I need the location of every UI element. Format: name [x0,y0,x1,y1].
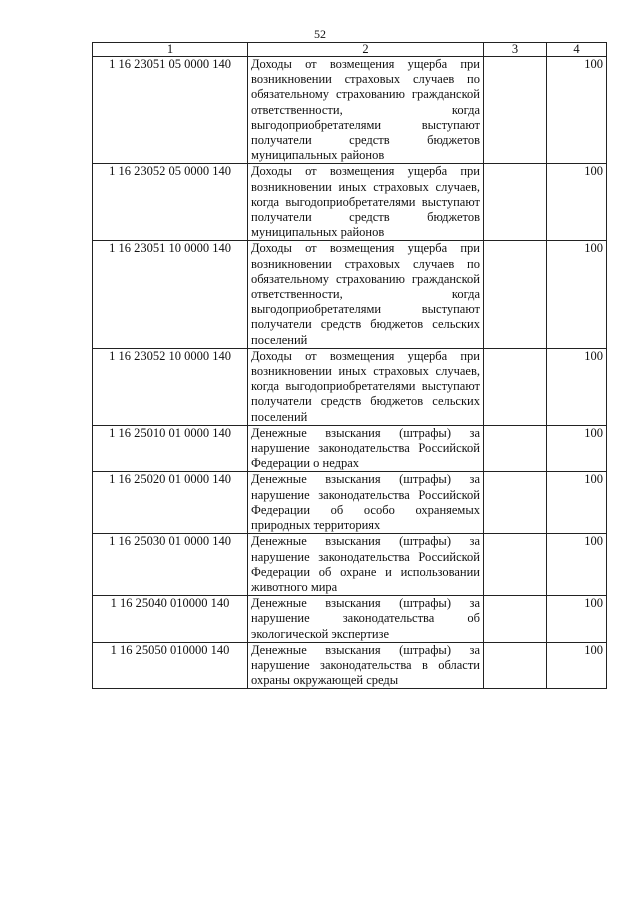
table-body [93,57,607,689]
col3-cell [484,642,547,689]
header-col-2: 2 [248,43,484,57]
page-number: 52 [314,27,326,41]
col3-cell [484,241,547,348]
header-col-4: 4 [547,43,607,57]
revenue-description: Доходы от возмещения ущерба при возникновении страховых случаев по обязательному страхованию гражданской ответственности, когда выгодоприобретателями выступают получатели средств бюджетов муниципальных районов [248,57,484,164]
col3-cell [484,425,547,472]
header-col-3: 3 [484,43,547,57]
table-row [93,164,607,241]
budget-code: 1 16 25030 01 0000 140 [93,534,248,596]
col3-cell [484,348,547,425]
percent-value: 100 [547,348,607,425]
percent-value: 100 [547,241,607,348]
revenue-description: Денежные взыскания (штрафы) за нарушение законодательства об экологической экспертизе [248,596,484,643]
table-header [93,43,607,57]
budget-code: 1 16 25020 01 0000 140 [93,472,248,534]
budget-code: 1 16 23051 05 0000 140 [93,57,248,164]
col3-cell [484,534,547,596]
table-row [93,596,607,643]
table-row [93,642,607,689]
table-row [93,57,607,164]
budget-revenue-table [92,42,607,689]
budget-code: 1 16 25040 010000 140 [93,596,248,643]
col3-cell [484,596,547,643]
budget-code: 1 16 23052 10 0000 140 [93,348,248,425]
revenue-description: Денежные взыскания (штрафы) за нарушение законодательства Российской Федерации об особо охраняемых природных территориях [248,472,484,534]
revenue-description: Доходы от возмещения ущерба при возникновении иных страховых случаев, когда выгодоприобретателями выступают получатели средств бюджетов муниципальных районов [248,164,484,241]
revenue-description: Денежные взыскания (штрафы) за нарушение законодательства Российской Федерации о недрах [248,425,484,472]
revenue-description: Доходы от возмещения ущерба при возникновении страховых случаев по обязательному страхованию гражданской ответственности, когда выгодоприобретателями выступают получатели средств бюджетов сельских поселений [248,241,484,348]
budget-code: 1 16 25010 01 0000 140 [93,425,248,472]
budget-code: 1 16 25050 010000 140 [93,642,248,689]
budget-code: 1 16 23051 10 0000 140 [93,241,248,348]
percent-value: 100 [547,425,607,472]
table-row [93,425,607,472]
table-row [93,348,607,425]
percent-value: 100 [547,472,607,534]
percent-value: 100 [547,57,607,164]
table-row [93,472,607,534]
percent-value: 100 [547,164,607,241]
header-row [93,43,607,57]
percent-value: 100 [547,534,607,596]
col3-cell [484,164,547,241]
table-row [93,534,607,596]
revenue-description: Денежные взыскания (штрафы) за нарушение законодательства Российской Федерации об охране и использовании животного мира [248,534,484,596]
budget-code: 1 16 23052 05 0000 140 [93,164,248,241]
revenue-description: Денежные взыскания (штрафы) за нарушение законодательства в области охраны окружающей среды [248,642,484,689]
percent-value: 100 [547,596,607,643]
revenue-description: Доходы от возмещения ущерба при возникновении иных страховых случаев, когда выгодоприобретателями выступают получатели средств бюджетов сельских поселений [248,348,484,425]
col3-cell [484,57,547,164]
header-col-1: 1 [93,43,248,57]
percent-value: 100 [547,642,607,689]
table-row [93,241,607,348]
col3-cell [484,472,547,534]
